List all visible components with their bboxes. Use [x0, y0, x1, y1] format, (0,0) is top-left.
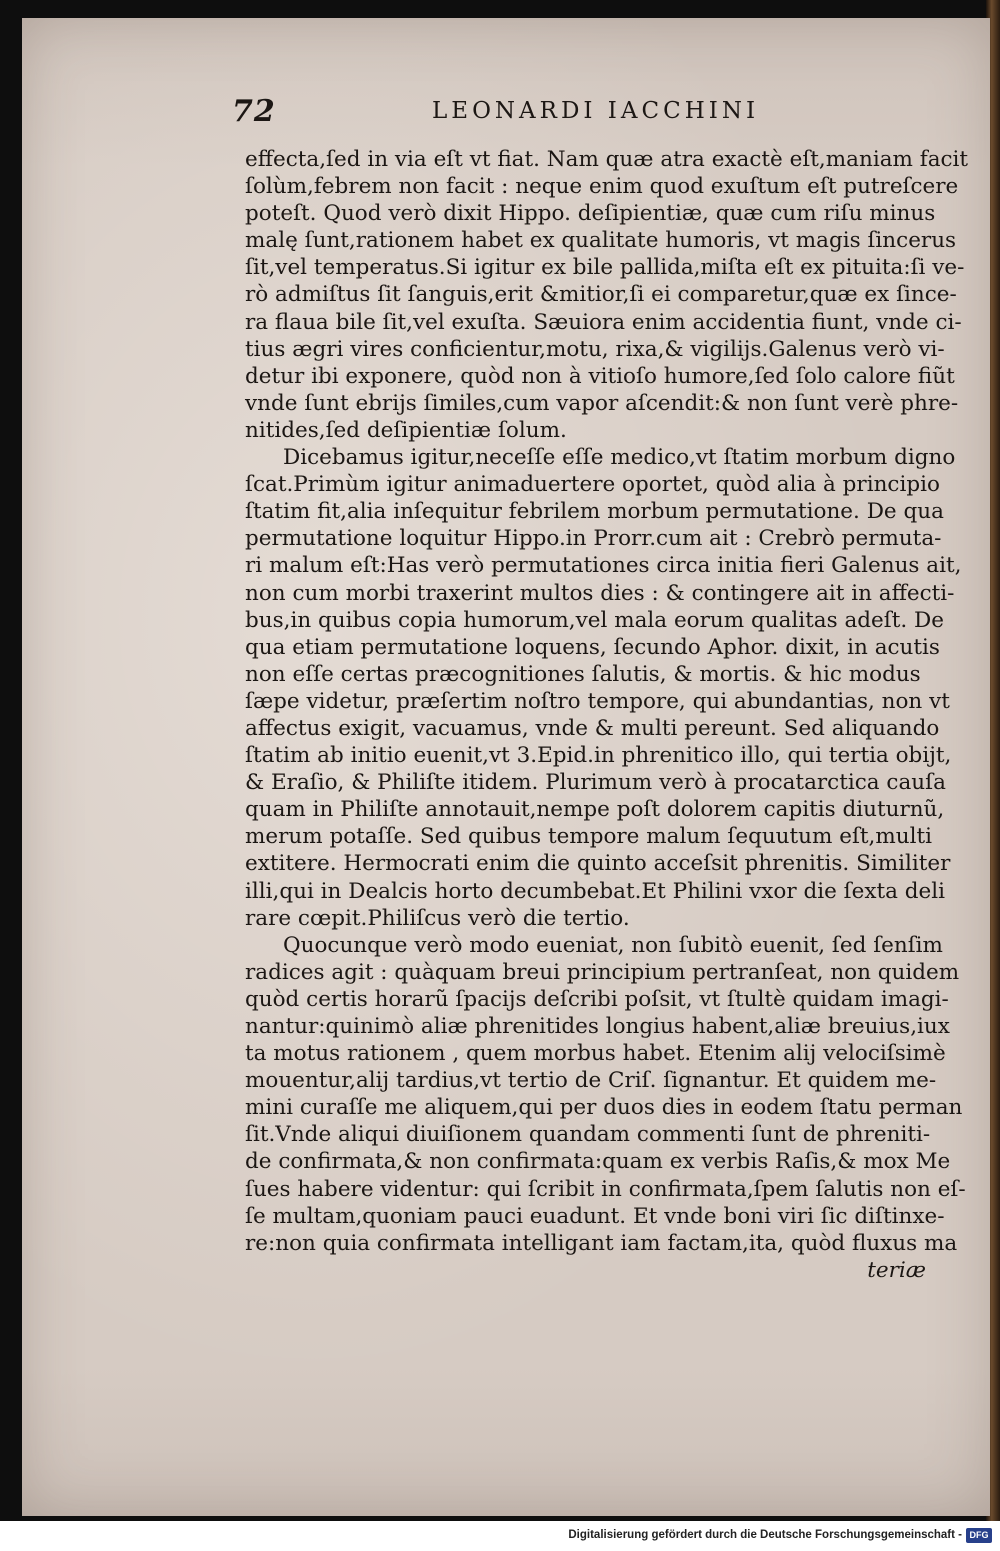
text-line: tius ægri vires conficientur,motu, rixa,& vigilijs.Galenus verò vi- — [245, 336, 945, 362]
text-line: rare cœpit.Philiſcus verò die tertio. — [245, 905, 630, 931]
dfg-logo: DFG — [966, 1528, 992, 1543]
text-line: & Eraſio, & Philiſte itidem. Plurimum verò à procatarctica cauſa — [245, 770, 946, 796]
text-line: quam in Philiſte annotauit,nempe poſt dolorem capitis diuturnũ, — [245, 797, 945, 823]
text-line: qua etiam permutatione loquens, ſecundo Aphor. dixit, in acutis — [245, 634, 940, 660]
running-head: LEONARDI IACCHINI — [432, 98, 760, 124]
text-line: ſit,vel temperatus.Si igitur ex bile pallida,miſta eſt ex pituita:ſi ve- — [245, 255, 965, 281]
text-line: ſtatim ab initio euenit,vt 3.Epid.in phrenitico illo, qui tertia obijt, — [245, 743, 952, 769]
text-line: ſolùm,febrem non facit : neque enim quod exuſtum eſt putreſcere — [245, 174, 959, 200]
page-header — [232, 94, 812, 134]
text-line: effecta,ſed in via eſt vt fiat. Nam quæ atra exactè eſt,maniam facit — [245, 147, 969, 172]
text-line: re:non quia confirmata intelligant iam factam,ita, quòd fluxus ma — [245, 1230, 958, 1256]
text-line: poteſt. Quod verò dixit Hippo. deſipientiæ, quæ cum riſu minus — [245, 201, 936, 227]
text-line: ſues habere videntur: qui ſcribit in confirmata,ſpem ſalutis non eſ- — [245, 1176, 966, 1202]
text-line: nitides,ſed deſipientiæ ſolum. — [245, 417, 567, 443]
digitization-footer — [0, 1521, 1000, 1551]
text-line: ſit.Vnde aliqui diuiſionem quandam commenti ſunt de phreniti- — [245, 1122, 931, 1148]
text-line: quòd certis horarũ ſpacijs deſcribi poſsit, vt ſtultè quidam imagi- — [245, 986, 949, 1012]
text-line: radices agit : quàquam breui principium pertranſeat, non quidem — [245, 959, 960, 985]
text-line: merum potaſſe. Sed quibus tempore malum ſequutum eſt,multi — [245, 824, 933, 850]
text-line: mini curaſſe me aliquem,qui per duos dies in eodem ſtatu perman — [245, 1095, 963, 1121]
text-line: non eſſe certas præcognitiones ſalutis, & mortis. & hic modus — [245, 661, 921, 687]
text-line: permutatione loquitur Hippo.in Prorr.cum ait : Crebrò permuta- — [245, 526, 942, 552]
text-line: ri malum eſt:Has verò permutationes circa initia fieri Galenus ait, — [245, 553, 962, 579]
text-line: de confirmata,& non confirmata:quam ex verbis Raſis,& mox Me — [245, 1149, 951, 1175]
text-line: ſe multam,quoniam pauci euadunt. Et vnde boni viri ſic diſtinxe- — [245, 1203, 945, 1229]
text-line: affectus exigit, vacuamus, vnde & multi pereunt. Sed aliquando — [245, 715, 940, 741]
text-line: bus,in quibus copia humorum,vel mala eorum qualitas adeſt. De — [245, 607, 945, 633]
text-line: ſæpe videtur, præſertim noſtro tempore, qui abundantias, non vt — [245, 688, 950, 714]
body-text — [245, 146, 969, 1284]
text-line: malę ſunt,rationem habet ex qualitate humoris, vt magis ſincerus — [245, 228, 957, 254]
text-line: illi,qui in Dealcis horto decumbebat.Et Philini vxor die ſexta deli — [245, 878, 945, 904]
text-line: ra flaua bile ſit,vel exuſta. Sæuiora enim accidentia fiunt, vnde ci- — [245, 309, 962, 335]
text-line: detur ibi exponere, quòd non à vitioſo humore,ſed ſolo calore fiũt — [245, 363, 955, 389]
text-line: ſtatim fit,alia inſequitur febrilem morbum permutatione. De qua — [245, 499, 944, 525]
funding-credit: Digitalisierung gefördert durch die Deutsche Forschungsgemeinschaft - — [568, 1529, 962, 1541]
text-line: Quocunque verò modo eueniat, non ſubitò euenit, ſed ſenſim — [283, 932, 943, 958]
catchword: teriæ — [867, 1257, 926, 1283]
text-line: nantur:quinimò aliæ phrenitides longius habent,aliæ breuius,iux — [245, 1014, 950, 1039]
text-line: rò admiſtus ſit ſanguis,erit &mitior,ſi ei comparetur,quæ ex ſince- — [245, 282, 957, 308]
text-line: ſcat.Primùm igitur animaduertere oportet, quòd alia à principio — [245, 472, 940, 498]
page-number: 72 — [232, 94, 276, 129]
text-line: extitere. Hermocrati enim die quinto acceſsit phrenitis. Similiter — [245, 851, 951, 877]
text-line: mouentur,alij tardius,vt tertio de Criſ. ſignantur. Et quidem me- — [245, 1068, 937, 1094]
text-line: ta motus rationem , quem morbus habet. Etenim alij velociſsimè — [245, 1041, 946, 1067]
text-line: vnde ſunt ebrijs ſimiles,cum vapor aſcendit:& non ſunt verè phre- — [245, 390, 959, 416]
text-line: Dicebamus igitur,neceſſe eſſe medico,vt ſtatim morbum digno — [283, 445, 956, 471]
text-line: non cum morbi traxerint multos dies : & contingere ait in affecti- — [245, 580, 955, 606]
